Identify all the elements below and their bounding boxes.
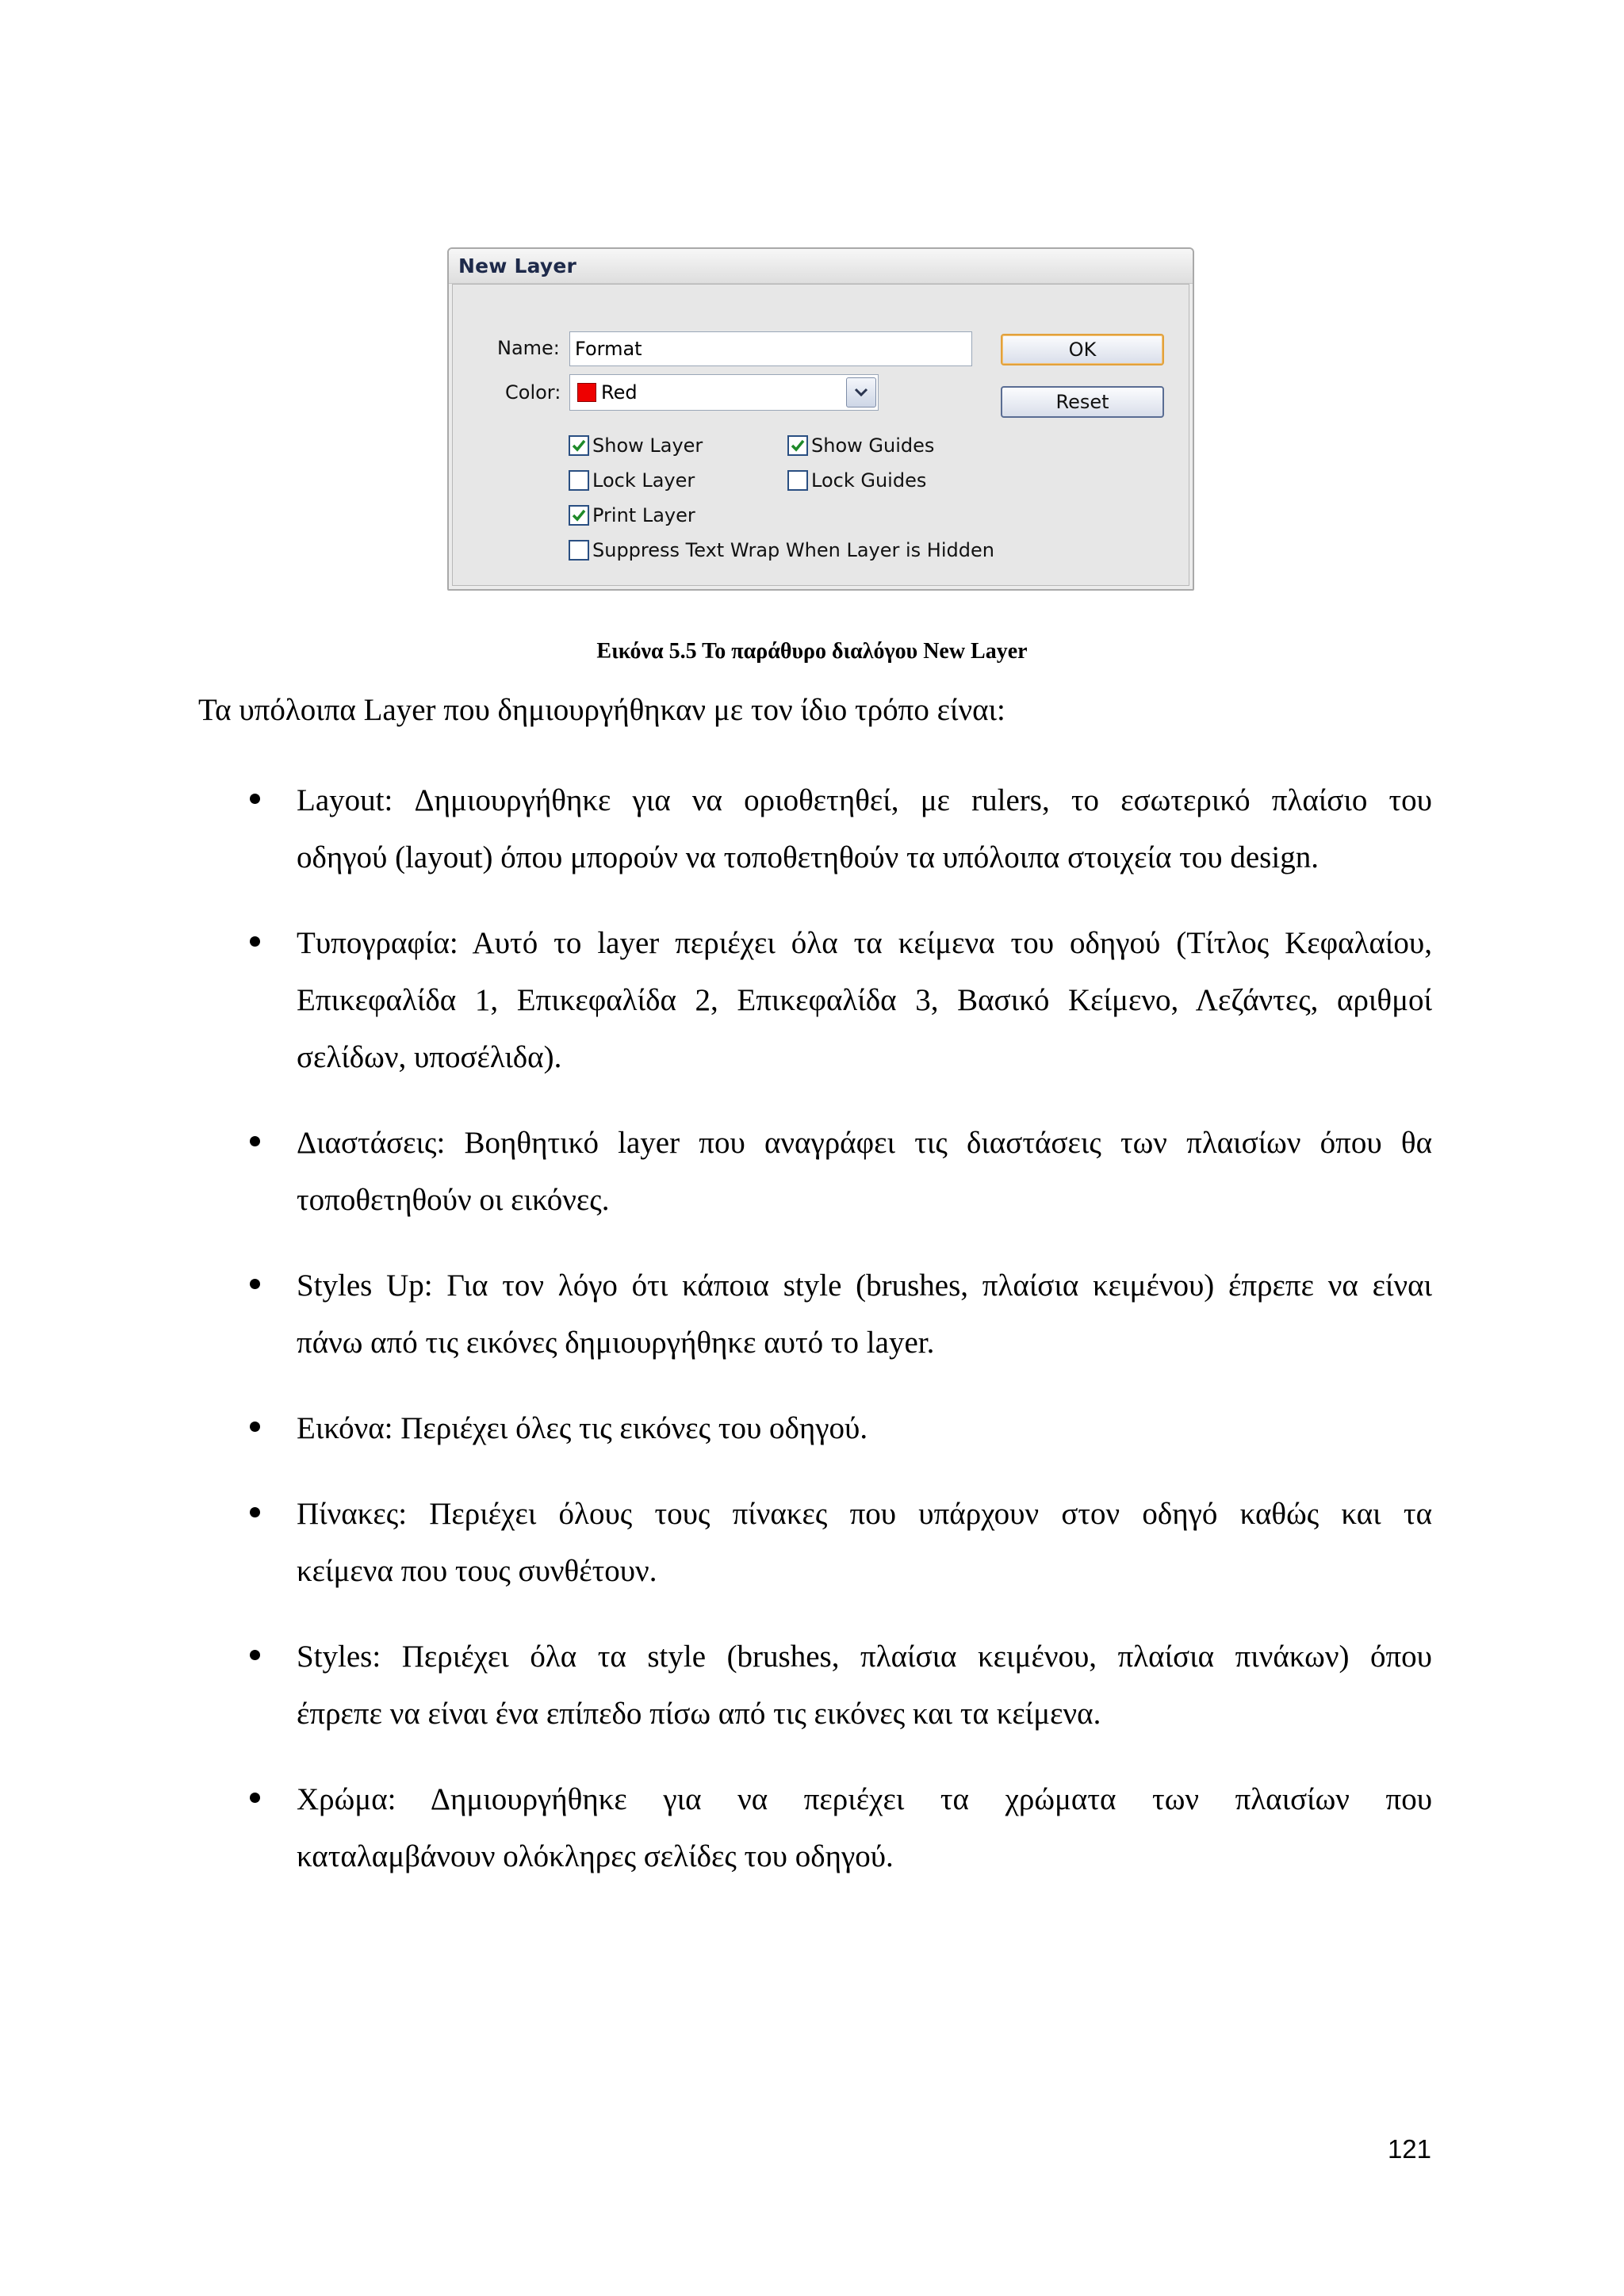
show-guides-checkbox[interactable] <box>787 434 934 457</box>
ok-button-label: OK <box>1068 339 1097 361</box>
color-swatch <box>577 383 596 402</box>
color-label: Color: <box>505 381 561 404</box>
bullet-item-dimensions <box>297 1115 1432 1229</box>
bullet-icon <box>250 1650 260 1660</box>
bullet-line: Styles Up: Για τον λόγο ότι κάποια style (brushes, πλαίσια κειμένου) έπρεπε να είναι <box>297 1269 1432 1303</box>
suppress-text-wrap-label: Suppress Text Wrap When Layer is Hidden <box>592 539 994 561</box>
figure-caption: Εικόνα 5.5 Το παράθυρο διαλόγου New Layer <box>596 639 1028 664</box>
bullet-line: σελίδων, υποσέλιδα). <box>297 1040 562 1074</box>
bullet-line: πάνω από τις εικόνες δημιουργήθηκε αυτό το layer. <box>297 1326 935 1360</box>
bullet-line: έπρεπε να είναι ένα επίπεδο πίσω από τις εικόνες και τα κείμενα. <box>297 1697 1101 1731</box>
suppress-text-wrap-checkbox[interactable] <box>569 539 994 561</box>
bullet-line: Διαστάσεις: Βοηθητικό layer που αναγράφει τις διαστάσεις των πλαισίων όπου θα <box>297 1126 1432 1160</box>
bullet-icon <box>250 1136 260 1146</box>
bullet-icon <box>250 1422 260 1432</box>
name-field[interactable] <box>569 331 972 366</box>
bullet-line: Χρώμα: Δημιουργήθηκε για να περιέχει τα χρώματα των πλαισίων που <box>297 1782 1432 1816</box>
dialog-titlebar <box>449 249 1193 284</box>
bullet-line: Επικεφαλίδα 1, Επικεφαλίδα 2, Επικεφαλίδα 3, Βασικό Κείμενο, Λεζάντες, αριθμοί <box>297 983 1432 1017</box>
checkbox-checked-icon <box>569 505 589 526</box>
reset-button-label: Reset <box>1055 391 1109 413</box>
bullet-line: Εικόνα: Περιέχει όλες τις εικόνες του οδηγού. <box>297 1411 868 1445</box>
dialog-title: New Layer <box>458 254 577 277</box>
bullet-line: Τυπογραφία: Αυτό το layer περιέχει όλα τα κείμενα του οδηγού (Τίτλος Κεφαλαίου, <box>297 926 1432 960</box>
bullet-icon <box>250 1793 260 1803</box>
checkbox-checked-icon <box>569 435 589 456</box>
checkbox-unchecked-icon <box>569 470 589 491</box>
bullet-line: οδηγού (layout) όπου μπορούν να τοποθετηθούν τα υπόλοιπα στοιχεία του design. <box>297 840 1319 874</box>
bullet-icon <box>250 1279 260 1289</box>
bullet-line: κείμενα που τους συνθέτουν. <box>297 1554 657 1588</box>
chevron-down-icon[interactable] <box>846 377 876 408</box>
show-layer-checkbox[interactable] <box>569 434 703 457</box>
dialog-body <box>452 284 1189 586</box>
bullet-item-color <box>297 1771 1432 1885</box>
lock-guides-label: Lock Guides <box>811 469 927 492</box>
color-select[interactable] <box>569 374 879 411</box>
intro-paragraph: Τα υπόλοιπα Layer που δημιουργήθηκαν με τον ίδιο τρόπο είναι: <box>198 693 1005 727</box>
show-layer-label: Show Layer <box>592 434 703 457</box>
checkbox-unchecked-icon <box>787 470 808 491</box>
bullet-line: Layout: Δημιουργήθηκε για να οριοθετηθεί, με rulers, το εσωτερικό πλαίσιο του <box>297 783 1432 817</box>
new-layer-dialog <box>447 247 1194 591</box>
bullet-item-styles <box>297 1628 1432 1743</box>
checkbox-unchecked-icon <box>569 540 589 561</box>
lock-layer-checkbox[interactable] <box>569 469 695 492</box>
bullet-line: Styles: Περιέχει όλα τα style (brushes, πλαίσια κειμένου, πλαίσια πινάκων) όπου <box>297 1640 1432 1674</box>
bullet-icon <box>250 1507 260 1517</box>
bullet-icon <box>250 794 260 804</box>
bullet-item-typography <box>297 915 1432 1086</box>
color-select-value: Red <box>601 381 638 404</box>
checkbox-checked-icon <box>787 435 808 456</box>
page-number: 121 <box>1387 2134 1431 2164</box>
bullet-item-layout <box>297 772 1432 886</box>
reset-button[interactable] <box>1001 386 1164 418</box>
lock-guides-checkbox[interactable] <box>787 469 926 492</box>
print-layer-checkbox[interactable] <box>569 504 695 526</box>
bullet-line: καταλαμβάνουν ολόκληρες σελίδες του οδηγού. <box>297 1839 894 1873</box>
bullet-item-tables <box>297 1486 1432 1600</box>
name-field-value: Format <box>575 338 642 360</box>
bullet-line: Πίνακες: Περιέχει όλους τους πίνακες που υπάρχουν στον οδηγό καθώς και τα <box>297 1497 1432 1531</box>
bullet-icon <box>250 936 260 947</box>
name-label: Name: <box>497 337 560 359</box>
bullet-item-image <box>297 1400 1432 1457</box>
lock-layer-label: Lock Layer <box>592 469 695 492</box>
show-guides-label: Show Guides <box>811 434 935 457</box>
bullet-item-styles-up <box>297 1257 1432 1372</box>
ok-button[interactable] <box>1001 334 1164 365</box>
bullet-line: τοποθετηθούν οι εικόνες. <box>297 1183 610 1217</box>
print-layer-label: Print Layer <box>592 504 695 526</box>
